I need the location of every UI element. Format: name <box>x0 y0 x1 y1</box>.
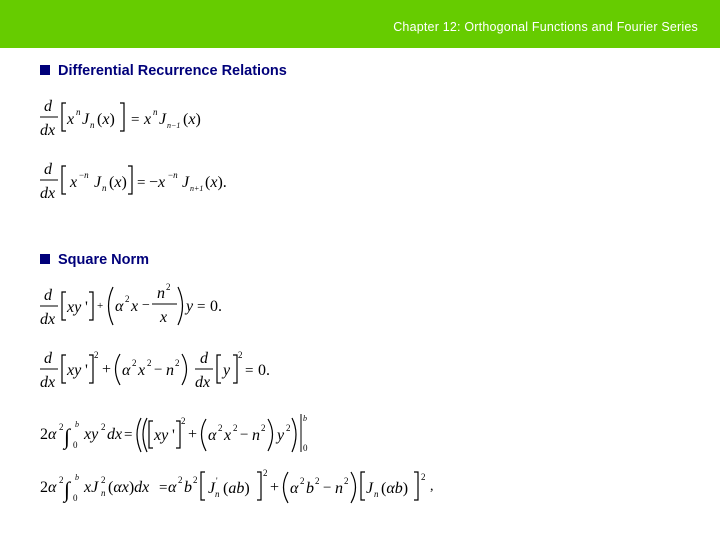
svg-text:d: d <box>44 98 52 115</box>
svg-text:=: = <box>137 175 146 191</box>
svg-text:x: x <box>144 111 152 128</box>
svg-text:n+1: n+1 <box>190 184 204 193</box>
svg-text:2: 2 <box>181 416 186 426</box>
svg-text:dx: dx <box>40 122 56 139</box>
svg-text:b: b <box>75 420 79 429</box>
svg-text:(αb): (αb) <box>381 480 409 497</box>
svg-text:x: x <box>131 298 139 315</box>
svg-text:(x).: (x). <box>205 174 227 191</box>
svg-text:2: 2 <box>315 476 320 486</box>
svg-text:n: n <box>101 488 106 498</box>
svg-text:dx: dx <box>40 374 56 391</box>
svg-text:∫: ∫ <box>64 477 71 502</box>
svg-text:(x): (x) <box>109 174 127 191</box>
svg-text:': ' <box>216 476 218 486</box>
equation-recurrence-2 <box>40 161 227 202</box>
svg-text:n: n <box>335 480 343 497</box>
svg-text:2: 2 <box>300 476 305 486</box>
equation-square-norm-integral <box>40 414 308 453</box>
svg-text:x: x <box>138 362 146 379</box>
svg-text:n: n <box>252 427 260 444</box>
svg-text:2: 2 <box>101 422 106 432</box>
svg-text:n−1: n−1 <box>167 121 181 130</box>
svg-text:2: 2 <box>59 475 64 485</box>
svg-text:J: J <box>182 174 190 191</box>
svg-text:x: x <box>160 309 168 326</box>
svg-text:−: − <box>240 427 249 443</box>
svg-text:−x: −x <box>149 174 166 191</box>
svg-text:,: , <box>430 479 434 494</box>
svg-text:b: b <box>306 480 314 497</box>
svg-text:0.: 0. <box>258 362 270 379</box>
svg-text:2: 2 <box>263 468 268 478</box>
svg-text:2: 2 <box>218 423 223 433</box>
svg-text:2: 2 <box>233 423 238 433</box>
svg-text:−n: −n <box>79 170 89 180</box>
svg-text:+: + <box>188 426 198 443</box>
svg-text:2: 2 <box>94 350 99 360</box>
svg-text:α: α <box>115 298 124 315</box>
svg-text:n: n <box>90 120 95 130</box>
svg-text:2α: 2α <box>40 426 57 443</box>
svg-text:2: 2 <box>101 475 106 485</box>
svg-text:n: n <box>166 362 174 379</box>
svg-text:n: n <box>76 107 81 117</box>
equation-square-norm-bessel <box>40 468 434 503</box>
svg-text:=: = <box>124 427 133 443</box>
svg-text:0: 0 <box>73 493 78 503</box>
svg-text:J: J <box>366 480 374 497</box>
svg-text:−: − <box>323 480 332 496</box>
svg-text:=: = <box>197 299 206 315</box>
svg-text:n: n <box>215 489 220 499</box>
svg-text:x: x <box>224 427 232 444</box>
svg-text:d: d <box>44 161 52 178</box>
section-title: Differential Recurrence Relations <box>58 63 287 79</box>
svg-text:dx: dx <box>107 426 123 443</box>
equation-square-norm-derivative <box>40 350 270 391</box>
svg-text:2: 2 <box>286 423 291 433</box>
svg-text:': ' <box>172 427 175 444</box>
svg-text:xy: xy <box>67 362 82 379</box>
svg-text:n: n <box>374 489 379 499</box>
svg-text:2: 2 <box>132 358 137 368</box>
svg-text:J: J <box>159 111 167 128</box>
svg-text:2: 2 <box>193 475 198 485</box>
svg-text:2: 2 <box>261 423 266 433</box>
svg-text:α: α <box>122 362 131 379</box>
svg-text:2: 2 <box>166 282 171 292</box>
svg-text:+: + <box>97 300 104 312</box>
svg-text:J: J <box>82 111 90 128</box>
svg-text:x: x <box>70 174 78 191</box>
svg-text:2: 2 <box>421 472 426 482</box>
svg-text:+: + <box>270 479 280 496</box>
chapter-title: Chapter 12: Orthogonal Functions and Fourier Series <box>393 20 698 34</box>
svg-text:2: 2 <box>175 358 180 368</box>
svg-text:y: y <box>277 427 285 444</box>
svg-text:y: y <box>186 298 194 315</box>
svg-text:b: b <box>303 414 307 423</box>
svg-text:xy: xy <box>84 426 99 443</box>
svg-text:2: 2 <box>344 476 349 486</box>
svg-text:α: α <box>290 480 299 497</box>
svg-text:x: x <box>67 111 75 128</box>
svg-text:xy: xy <box>154 427 169 444</box>
svg-text:': ' <box>85 362 88 379</box>
svg-text:xy: xy <box>67 299 82 316</box>
svg-text:2: 2 <box>59 422 64 432</box>
svg-text:(x): (x) <box>97 111 115 128</box>
svg-text:': ' <box>85 299 88 316</box>
svg-text:+: + <box>102 361 112 378</box>
svg-text:0.: 0. <box>210 298 222 315</box>
svg-text:(ab): (ab) <box>223 480 250 497</box>
svg-text:J: J <box>94 174 102 191</box>
svg-text:−n: −n <box>168 170 178 180</box>
svg-text:2: 2 <box>178 475 183 485</box>
svg-text:α: α <box>208 427 217 444</box>
svg-text:−: − <box>154 362 163 378</box>
svg-text:=: = <box>245 363 254 379</box>
svg-text:(αx)dx: (αx)dx <box>108 479 150 496</box>
svg-text:2: 2 <box>147 358 152 368</box>
svg-text:2: 2 <box>125 294 130 304</box>
svg-text:dx: dx <box>40 311 56 328</box>
equation-recurrence-1 <box>40 98 201 139</box>
svg-text:y: y <box>223 362 231 379</box>
svg-text:2: 2 <box>238 350 243 360</box>
svg-text:=: = <box>159 480 168 496</box>
svg-text:0: 0 <box>73 440 78 450</box>
svg-text:2α: 2α <box>40 479 57 496</box>
equation-bessel-ode <box>40 282 222 328</box>
svg-text:xJ: xJ <box>84 479 99 496</box>
svg-text:n: n <box>153 107 158 117</box>
svg-text:b: b <box>75 473 79 482</box>
section-title: Square Norm <box>58 252 150 268</box>
svg-text:0: 0 <box>303 443 308 453</box>
svg-text:b: b <box>184 479 192 496</box>
svg-text:n: n <box>157 285 165 302</box>
svg-text:α: α <box>168 479 177 496</box>
svg-text:J: J <box>208 480 216 497</box>
svg-text:dx: dx <box>195 374 211 391</box>
svg-text:d: d <box>44 350 52 367</box>
svg-text:d: d <box>200 350 208 367</box>
svg-text:−: − <box>142 298 150 313</box>
svg-text:(x): (x) <box>183 111 201 128</box>
svg-text:∫: ∫ <box>64 424 71 449</box>
svg-text:=: = <box>131 112 140 128</box>
svg-text:dx: dx <box>40 185 56 202</box>
svg-text:d: d <box>44 287 52 304</box>
svg-text:n: n <box>102 183 107 193</box>
